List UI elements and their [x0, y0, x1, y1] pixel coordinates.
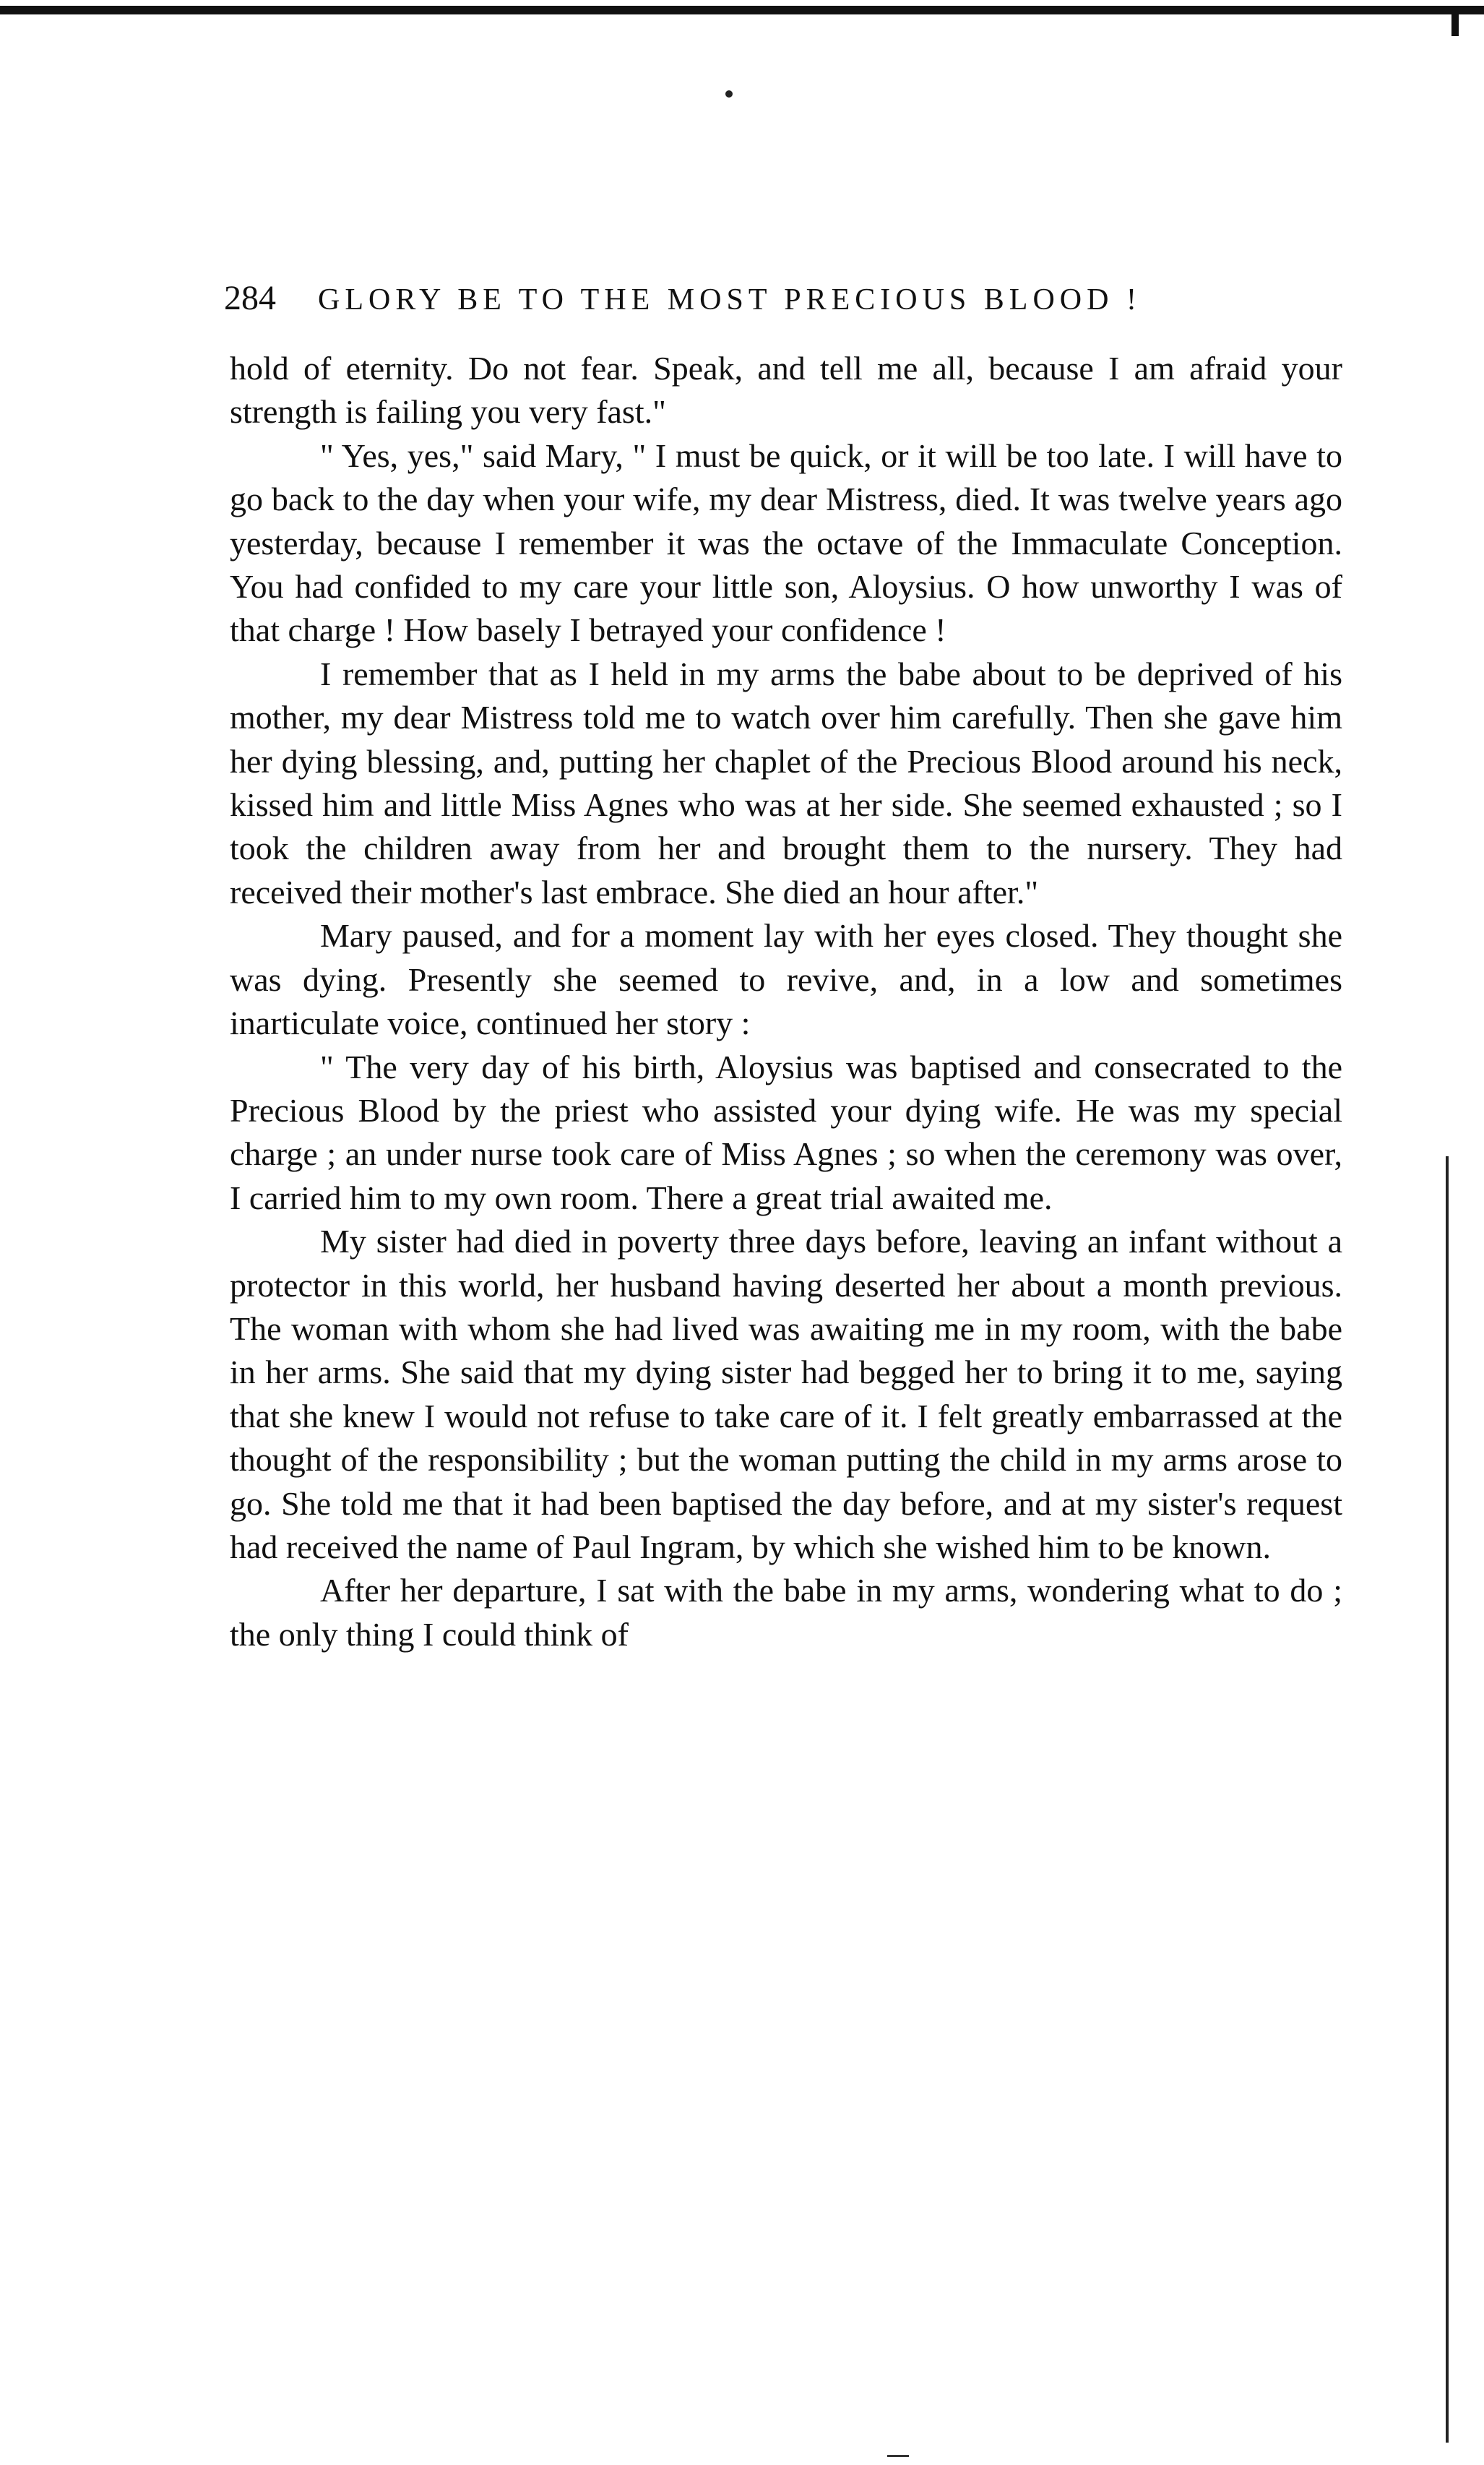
- paragraph: hold of eternity. Do not fear. Speak, and tell me all, because I am afraid your strength is failing you very fast.": [230, 350, 1342, 431]
- running-title: GLORY BE TO THE MOST PRECIOUS BLOOD !: [318, 283, 1142, 317]
- footer-mark: [887, 2455, 909, 2457]
- paragraph: After her departure, I sat with the babe in my arms, wondering what to do ; the only thing I could think of: [230, 1572, 1342, 1653]
- body-text: [230, 347, 1342, 1656]
- scan-edge-shadow: [1446, 1156, 1449, 2443]
- paragraph: My sister had died in poverty three days before, leaving an infant without a protector in this world, her husband having deserted her about a month previous. The woman with whom she had lived was awaiting me in my room, with the babe in her arms. She said that my dying sister had begged her to bring it to me, saying that she knew I would not refuse to take care of it. I felt greatly embarrassed at the thought of the responsibility ; but the woman putting the child in my arms arose to go. She told me that it had been baptised the day before, and at my sister's request had received the name of Paul Ingram, by which she wished him to be known.: [230, 1223, 1342, 1565]
- ink-speck: [725, 90, 733, 98]
- page-edge-rule: [0, 6, 1484, 14]
- page-number: 284: [224, 279, 276, 317]
- paragraph: " Yes, yes," said Mary, " I must be quick, or it will be too late. I will have to go back to the day when your wife, my dear Mistress, died. It was twelve years ago yesterday, because I remember it was the octave of the Immaculate Conception. You had confided to my care your little son, Aloysius. O how unworthy I was of that charge ! How basely I betrayed your confidence !: [230, 436, 1342, 649]
- scan-edge-mark: [1451, 7, 1459, 36]
- paragraph: Mary paused, and for a moment lay with her eyes closed. They thought she was dying. Presently she seemed to revive, and, in a low and sometimes inarticulate voice, continued her story :: [230, 917, 1342, 1042]
- paragraph: " The very day of his birth, Aloysius was baptised and consecrated to the Precious Blood by the priest who assisted your dying wife. He was my special charge ; an under nurse took care of Miss Agnes ; so when the ceremony was over, I carried him to my own room. There a great trial awaited me.: [230, 1048, 1342, 1216]
- page-header: [224, 278, 1344, 322]
- paragraph: I remember that as I held in my arms the babe about to be deprived of his mother, my dear Mistress told me to watch over him carefully. Then she gave him her dying blessing, and, putting her chaplet of the Precious Blood around his neck, kissed him and little Miss Agnes who was at her side. She seemed exhausted ; so I took the children away from her and brought them to the nursery. They had received their mother's last embrace. She died an hour after.": [230, 655, 1342, 911]
